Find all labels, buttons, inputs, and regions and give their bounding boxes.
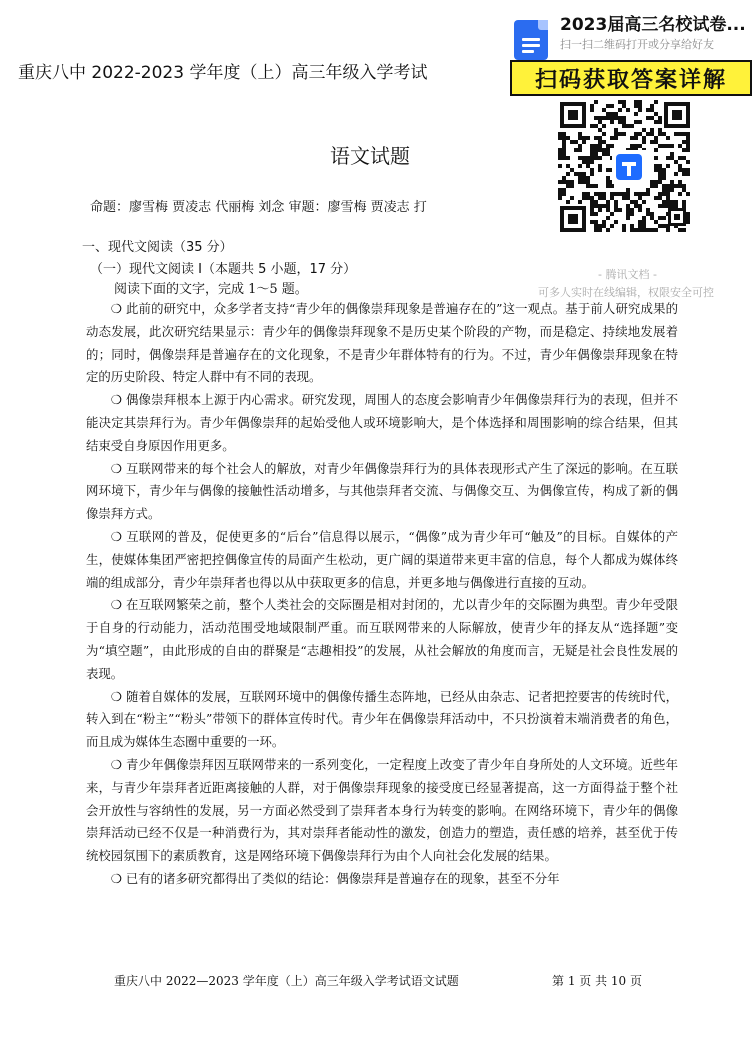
qr-center-logo [612,150,646,184]
qr-finder-bottom-left [560,206,586,232]
paragraph: ❍ 已有的诸多研究都得出了类似的结论：偶像崇拜是普遍存在的现象，甚至不分年 [110,870,560,886]
reading-passage [86,298,678,891]
banner-subtitle: 扫一扫二维码打开或分享给好友 [560,38,714,51]
paragraph: ❍ 互联网的普及，促使更多的“后台”信息得以展示，“偶像”成为青少年可“触及”的目标。自媒体的产生，使媒体集团严密把控偶像宣传的局面产生松动，更广阔的渠道带来更丰富的信息，每个人都成为媒体终端的组成部分，青少年崇拜者也得以从中获取更多的信息，并更多地与偶像进行直接的互动。 [86,528,678,590]
paragraph: ❍ 在互联网繁荣之前，整个人类社会的交际圈是相对封闭的，尤以青少年的交际圈为典型。青少年受限于自身的行动能力，活动范围受地域限制严重。而互联网带来的人际解放，使青少年的择友从“选择题”变为“填空题”，由此形成的自由的群聚是“志趣相投”的发展，从社会解放的角度而言，无疑是社会良性发展的表现。 [86,597,678,681]
watermark-line2: 可多人实时在线编辑，权限安全可控 [538,286,714,299]
reading-instruction: 阅读下面的文字，完成 1～5 题。 [114,282,308,297]
paragraph: ❍ 青少年偶像崇拜因互联网带来的一系列变化，一定程度上改变了青少年自身所处的人文环境。近些年来，与青少年崇拜者近距离接触的人群，对于偶像崇拜现象的接受度已经显著提高，这一方面得益于整个社会开放性与容纳性的发展，另一方面必然受到了崇拜者本身行为转变的影响。在网络环境下，青少年的偶像崇拜活动已经不仅是一种消费行为，其对崇拜者能动性的激发，创造力的塑造，责任感的培养，甚至优于传统校园氛围下的素质教育，这是网络环境下偶像崇拜行为由个人向社会化发展的结果。 [86,756,678,864]
answer-banner[interactable]: 扫码获取答案详解 [510,60,752,96]
page-number: 第 1 页 共 10 页 [552,974,642,988]
authors-line: 命题：廖雪梅 贾凌志 代丽梅 刘念 审题：廖雪梅 贾凌志 打 [90,200,427,215]
qr-finder-top-left [560,102,586,128]
subject-title: 语文试题 [330,144,410,168]
watermark-line1: - 腾讯文档 - [598,268,657,281]
document-icon [514,20,548,60]
paragraph: ❍ 偶像崇拜根本上源于内心需求。研究发现，周围人的态度会影响青少年偶像崇拜行为的表现，但并不能决定其崇拜行为。青少年偶像崇拜的起始受他人或环境影响大，是个体选择和周围影响的综合结果，但其结束受自身原因作用更多。 [86,392,678,453]
paragraph: ❍ 此前的研究中，众多学者支持“青少年的偶像崇拜现象是普遍存在的”这一观点。基于前人研究成果的动态发展，此次研究结果显示：青少年的偶像崇拜现象不是历史某个阶段的产物，而是稳定、持续地发展着的；同时，偶像崇拜是普遍存在的文化现象，不是青少年群体特有的行为。不过，青少年偶像崇拜现象在特定的历史阶段、特定人群中有不同的表现。 [86,301,678,385]
paragraph: ❍ 随着自媒体的发展，互联网环境中的偶像传播生态阵地，已经从由杂志、记者把控要害的传统时代，转入到在“粉主”“粉头”带领下的群体宣传时代。青少年在偶像崇拜活动中，不只扮演着末端消费者的角色，而且成为媒体生态圈中重要的一环。 [86,688,678,750]
subsection-heading: （一）现代文阅读 I（本题共 5 小题，17 分） [90,262,357,277]
exam-title: 重庆八中 2022-2023 学年度（上）高三年级入学考试 [18,63,428,83]
footer-text: 重庆八中 2022—2023 学年度（上）高三年级入学考试语文试题 [114,974,459,988]
qr-finder-top-right [664,102,690,128]
qr-code[interactable] [556,98,694,236]
section-heading: 一、现代文阅读（35 分） [82,240,233,255]
paragraph: ❍ 互联网带来的每个社会人的解放，对青少年偶像崇拜行为的具体表现形式产生了深远的影响。在互联网环境下，青少年与偶像的接触性活动增多，与其他崇拜者交流、与偶像交互、为偶像宣传，构成了新的偶像崇拜方式。 [86,460,678,522]
banner-title[interactable]: 2023届高三名校试卷... [560,15,746,35]
